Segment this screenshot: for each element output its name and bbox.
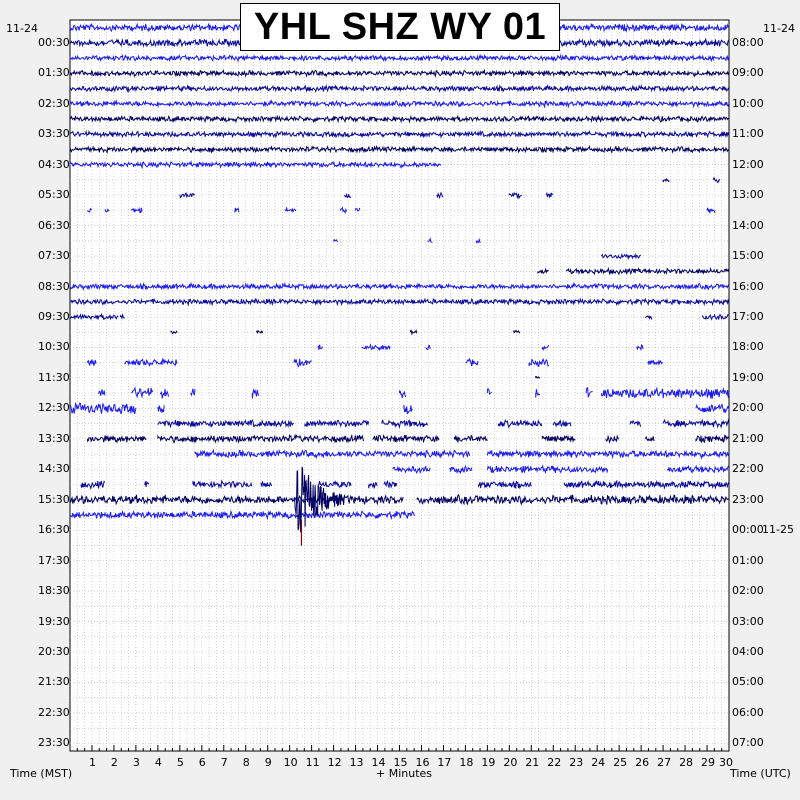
right-time-label: 12:00 (732, 157, 764, 171)
left-time-label: 23:30 (38, 736, 70, 750)
x-tick-label: 5 (176, 756, 184, 769)
left-time-label: 13:30 (38, 431, 70, 445)
x-tick-label: 9 (264, 756, 272, 769)
right-time-label: 08:00 (732, 35, 764, 49)
left-time-label: 01:30 (38, 66, 70, 80)
left-time-label: 20:30 (38, 645, 70, 658)
date-left-label: 11-24 (6, 22, 38, 35)
left-time-label: 00:30 (38, 35, 70, 49)
date-right-label: 11-24 (763, 22, 795, 35)
x-tick-label: 8 (242, 756, 250, 769)
x-tick-label: 23 (569, 756, 584, 769)
left-time-label: 16:30 (38, 523, 70, 537)
x-tick-label: 25 (613, 756, 628, 769)
left-time-label: 21:30 (38, 675, 70, 689)
right-time-label: 06:00 (732, 705, 764, 719)
right-time-label: 13:00 (732, 188, 764, 202)
x-tick-label: 26 (635, 756, 650, 769)
left-time-label: 14:30 (38, 462, 70, 476)
x-tick-label: 21 (525, 756, 540, 769)
trace-segment (514, 331, 520, 333)
left-time-label: 09:30 (38, 309, 70, 323)
x-tick-label: 28 (679, 756, 694, 769)
right-time-label: 20:00 (732, 401, 764, 415)
x-tick-label: 20 (503, 756, 518, 769)
right-time-label: 11:00 (732, 127, 764, 141)
x-tick-label: 27 (657, 756, 672, 769)
x-tick-label: 10 (283, 756, 298, 769)
x-tick-label: 22 (547, 756, 562, 769)
left-time-label: 11:30 (38, 370, 70, 384)
right-time-label: 01:00 (732, 553, 764, 567)
x-tick-label: 15 (393, 756, 408, 769)
left-time-label: 19:30 (38, 614, 70, 628)
next-day-label: 11-25 (762, 523, 794, 537)
right-time-label: 02:00 (732, 584, 764, 598)
x-tick-label: 4 (154, 756, 162, 769)
x-tick-label: 16 (415, 756, 430, 769)
right-time-label: 14:00 (732, 218, 764, 232)
chart-title: YHL SHZ WY 01 (253, 5, 547, 48)
left-time-label: 02:30 (38, 96, 70, 110)
left-time-label: 15:30 (38, 492, 70, 506)
right-time-label: 09:00 (732, 66, 764, 80)
x-tick-label: 19 (481, 756, 496, 769)
left-time-label: 22:30 (38, 705, 70, 719)
right-time-label: 16:00 (732, 279, 764, 293)
x-tick-label: 11 (305, 756, 320, 769)
left-time-label: 10:30 (38, 340, 70, 354)
right-axis-label: Time (UTC) (730, 767, 791, 780)
x-tick-label: 14 (371, 756, 386, 769)
left-time-label: 17:30 (38, 553, 70, 567)
x-tick-label: 12 (327, 756, 342, 769)
left-time-label: 06:30 (38, 218, 70, 232)
right-time-label: 03:00 (732, 614, 764, 628)
x-tick-label: 1 (88, 756, 96, 769)
left-axis-label: Time (MST) (10, 767, 73, 780)
x-tick-label: 2 (110, 756, 118, 769)
chart-title-box (240, 3, 560, 51)
x-tick-label: 13 (349, 756, 364, 769)
left-time-label: 04:30 (38, 157, 70, 171)
left-time-label: 08:30 (38, 279, 70, 293)
x-axis-label: + Minutes (376, 767, 433, 780)
left-time-label: 12:30 (38, 401, 70, 415)
right-time-label: 19:00 (732, 370, 764, 384)
right-time-label: 10:00 (732, 96, 764, 110)
right-time-label: 23:00 (732, 492, 764, 506)
x-tick-label: 29 (701, 756, 716, 769)
right-time-label: 21:00 (732, 431, 764, 445)
x-tick-label: 6 (198, 756, 206, 769)
right-time-label: 18:00 (732, 340, 764, 354)
right-time-label: 22:00 (732, 462, 764, 476)
right-time-label: 07:00 (732, 736, 764, 750)
x-tick-label: 3 (132, 756, 140, 769)
x-tick-label: 7 (220, 756, 228, 769)
right-time-label: 17:00 (732, 309, 764, 323)
x-tick-label: 30 (719, 756, 733, 769)
x-tick-label: 17 (437, 756, 452, 769)
right-time-label: 00:00 (732, 523, 764, 537)
left-time-label: 03:30 (38, 127, 70, 141)
x-tick-label: 18 (459, 756, 474, 769)
left-time-label: 05:30 (38, 188, 70, 202)
left-time-label: 18:30 (38, 584, 70, 598)
x-tick-label: 24 (591, 756, 606, 769)
right-time-label: 04:00 (732, 645, 764, 658)
left-time-label: 07:30 (38, 249, 70, 263)
right-time-label: 05:00 (732, 675, 764, 689)
right-time-label: 15:00 (732, 249, 764, 263)
